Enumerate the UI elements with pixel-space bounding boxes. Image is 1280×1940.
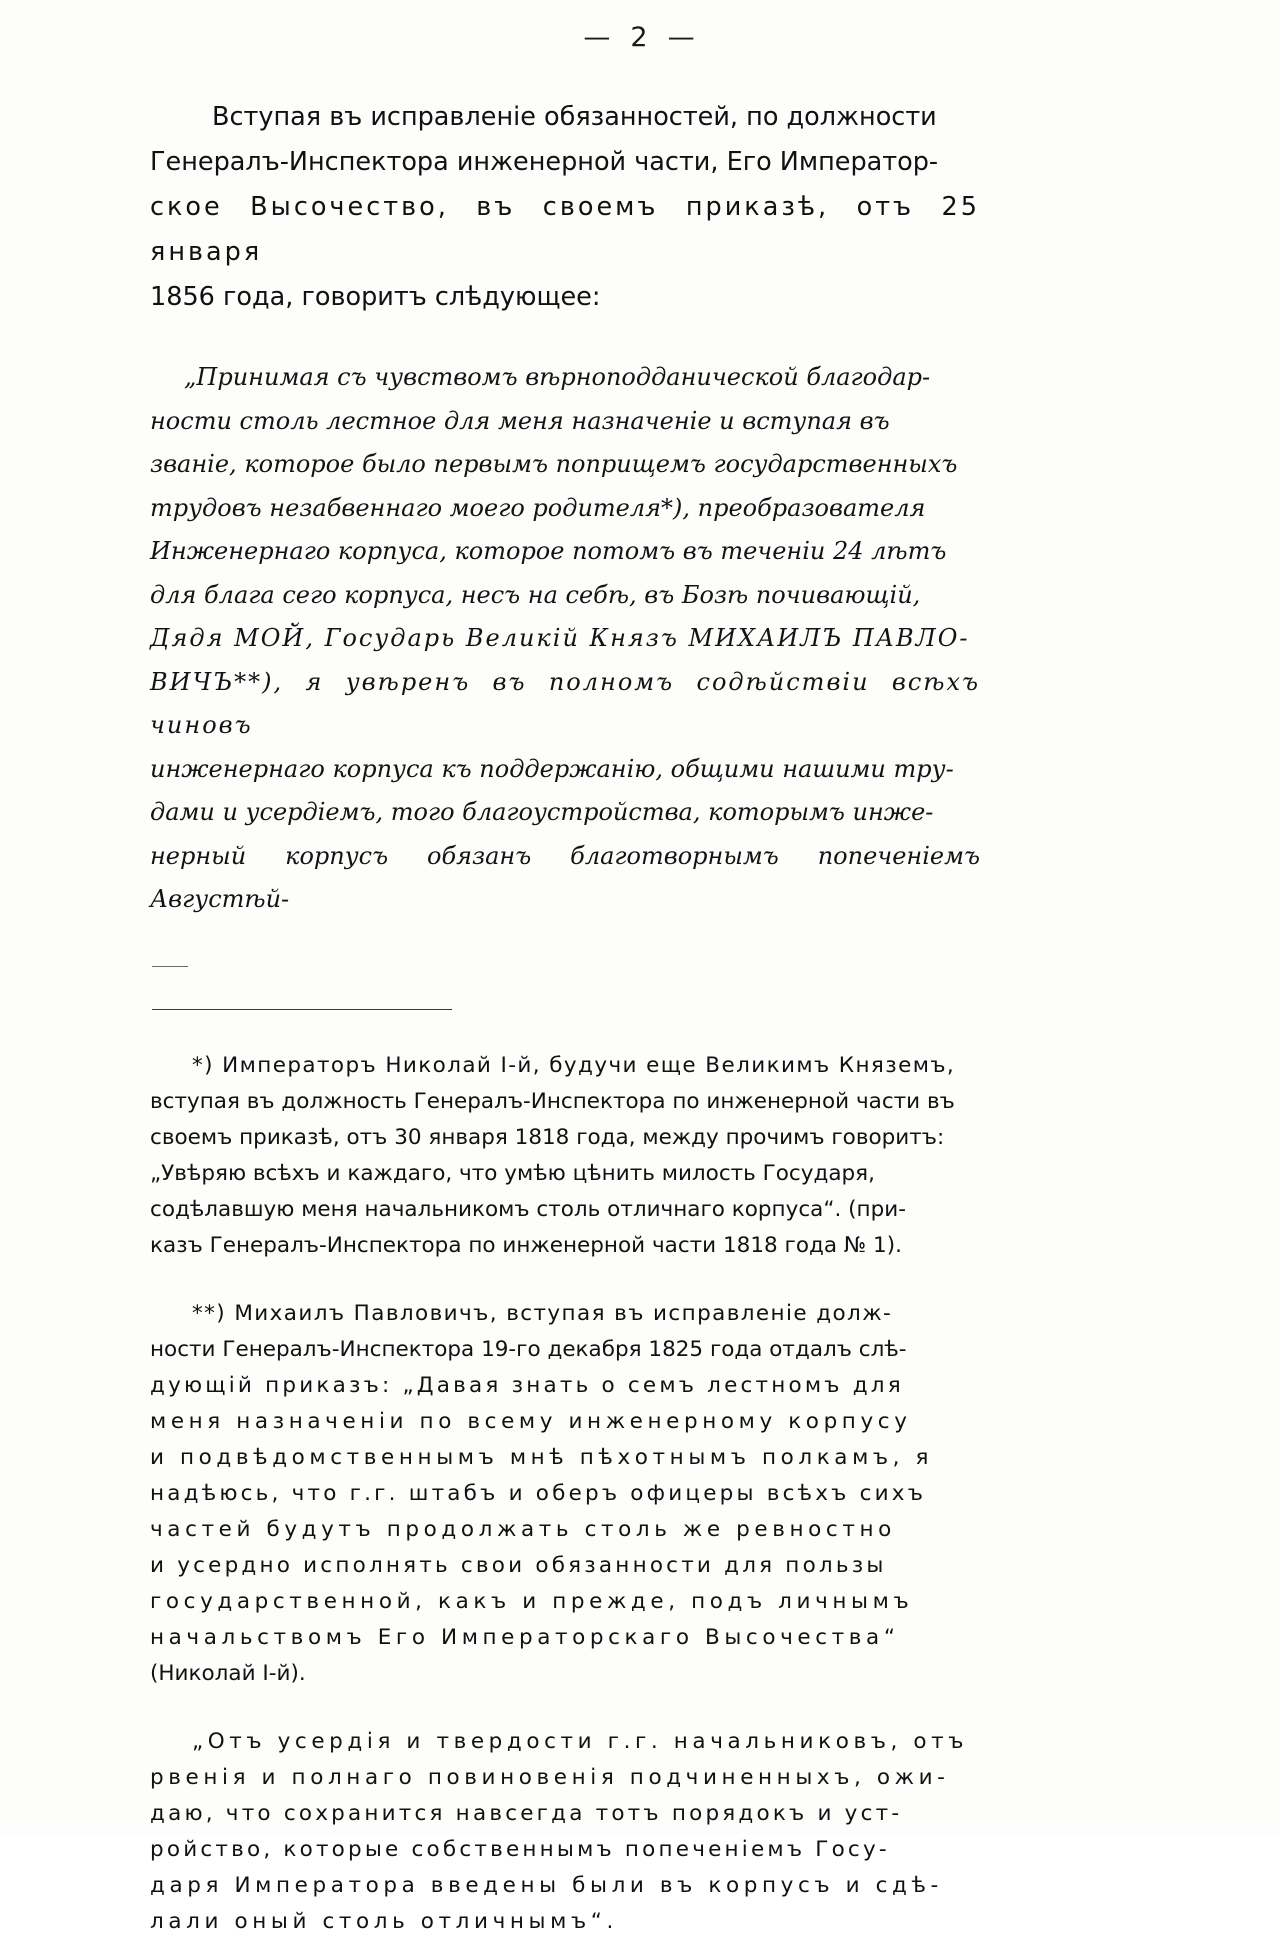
footnote-2-line-1: **) Михаилъ Павловичъ, вступая въ исправленіе долж- xyxy=(192,1300,893,1326)
footnote-2-line-11: (Николай I-й). xyxy=(150,1660,306,1686)
quote-line-9: инженернаго корпуса къ поддержанію, общими нашими тру- xyxy=(150,754,954,783)
footnote-1-line-6: казъ Генералъ-Инспектора по инженерной части 1818 года № 1). xyxy=(150,1232,902,1258)
footnote-2-line-8: и усердно исполнять свои обязанности для пользы xyxy=(150,1552,887,1578)
quote-line-11: нерный корпусъ обязанъ благотворнымъ попеченіемъ Августѣй- xyxy=(150,841,980,913)
quote-line-3: званіе, которое было первымъ поприщемъ государственныхъ xyxy=(150,450,958,478)
footnote-2 xyxy=(150,1296,980,1692)
quote-line-5: Инженернаго корпуса, которое потомъ въ теченіи 24 лѣтъ xyxy=(150,537,947,565)
page-number xyxy=(0,22,1280,53)
footnote-2-line-3: дующій приказъ: „Давая знать о семъ лестномъ для xyxy=(150,1372,904,1398)
footnote-1-line-5: содѣлавшую меня начальникомъ столь отличнаго корпуса“. (при- xyxy=(150,1196,906,1222)
footnote-3-line-6: лали оный столь отличнымъ“. xyxy=(150,1908,618,1934)
footnote-divider-wrap xyxy=(150,966,980,1010)
quote-line-4: трудовъ незабвеннаго моего родителя*), преобразователя xyxy=(150,493,926,522)
footnote-divider xyxy=(152,1009,452,1010)
quote-line-8: ВИЧЪ**), я увѣренъ въ полномъ содѣйствіи всѣхъ чиновъ xyxy=(150,667,980,739)
footnote-1-line-2: вступая въ должность Генералъ-Инспектора по инженерной части въ xyxy=(150,1088,955,1114)
footnote-2-line-10: начальствомъ Его Императорскаго Высочества“ xyxy=(150,1624,900,1650)
footnote-1-line-3: своемъ приказѣ, отъ 30 января 1818 года, между прочимъ говоритъ: xyxy=(150,1124,945,1150)
footnote-2-line-5: и подвѣдомственнымъ мнѣ пѣхотнымъ полкамъ, я xyxy=(150,1444,934,1470)
footnote-1-line-4: „Увѣряю всѣхъ и каждаго, что умѣю цѣнить милость Государя, xyxy=(150,1160,875,1186)
footnote-1-line-1: *) Императоръ Николай I-й, будучи еще Великимъ Княземъ, xyxy=(192,1052,956,1078)
page-number-value: 2 xyxy=(630,22,650,53)
quote-line-7: Дядя МОЙ, Государь Великій Князъ МИХАИЛЪ ПАВЛО- xyxy=(150,624,970,652)
footnote-2-line-7: частей будутъ продолжать столь же ревностно xyxy=(150,1516,896,1542)
quote-line-10: дами и усердіемъ, того благоустройства, которымъ инже- xyxy=(150,798,934,826)
footnote-3-line-4: ройство, которые собственнымъ попеченіемъ Госу- xyxy=(150,1836,890,1862)
quote-line-2: ности столь лестное для меня назначеніе и вступая въ xyxy=(150,406,890,435)
page-number-dash-right: — xyxy=(667,22,697,53)
document-content xyxy=(150,95,980,1940)
footnotes-section xyxy=(150,1048,980,1940)
footnote-2-line-6: надѣюсь, что г.г. штабъ и оберъ офицеры всѣхъ сихъ xyxy=(150,1480,927,1506)
lead-line-1: Вступая въ исправленіе обязанностей, по должности xyxy=(212,102,937,132)
lead-paragraph xyxy=(150,95,980,320)
footnote-2-line-9: государственной, какъ и прежде, подъ личнымъ xyxy=(150,1588,914,1614)
lead-line-2: Генералъ-Инспектора инженерной части, Его Император- xyxy=(150,147,939,177)
page-number-dash-left: — xyxy=(583,22,613,53)
lead-line-3: ское Высочество, въ своемъ приказѣ, отъ 25 января xyxy=(150,192,980,267)
footnote-3-line-1: „Отъ усердія и твердости г.г. начальниковъ, отъ xyxy=(192,1728,969,1754)
quote-line-1: „Принимая съ чувствомъ вѣрноподданической благодар- xyxy=(184,363,931,391)
footnote-2-line-4: меня назначеніи по всему инженерному корпусу xyxy=(150,1408,912,1434)
footnote-3-line-2: рвенія и полнаго повиновенія подчиненныхъ, ожи- xyxy=(150,1764,950,1790)
quoted-order-block xyxy=(150,356,980,922)
footnote-divider-dash xyxy=(152,966,188,967)
lead-line-4: 1856 года, говоритъ слѣдующее: xyxy=(150,282,601,312)
footnote-2-line-2: ности Генералъ-Инспектора 19-го декабря 1825 года отдалъ слѣ- xyxy=(150,1336,907,1362)
footnote-3-line-3: даю, что сохранится навсегда тотъ порядокъ и уст- xyxy=(150,1800,903,1826)
footnote-1 xyxy=(150,1048,980,1264)
quote-line-6: для блага сего корпуса, несъ на себѣ, въ Бозѣ почивающій, xyxy=(150,580,921,609)
footnote-3 xyxy=(150,1724,980,1940)
footnote-3-line-5: даря Императора введены были въ корпусъ и сдѣ- xyxy=(150,1872,943,1898)
